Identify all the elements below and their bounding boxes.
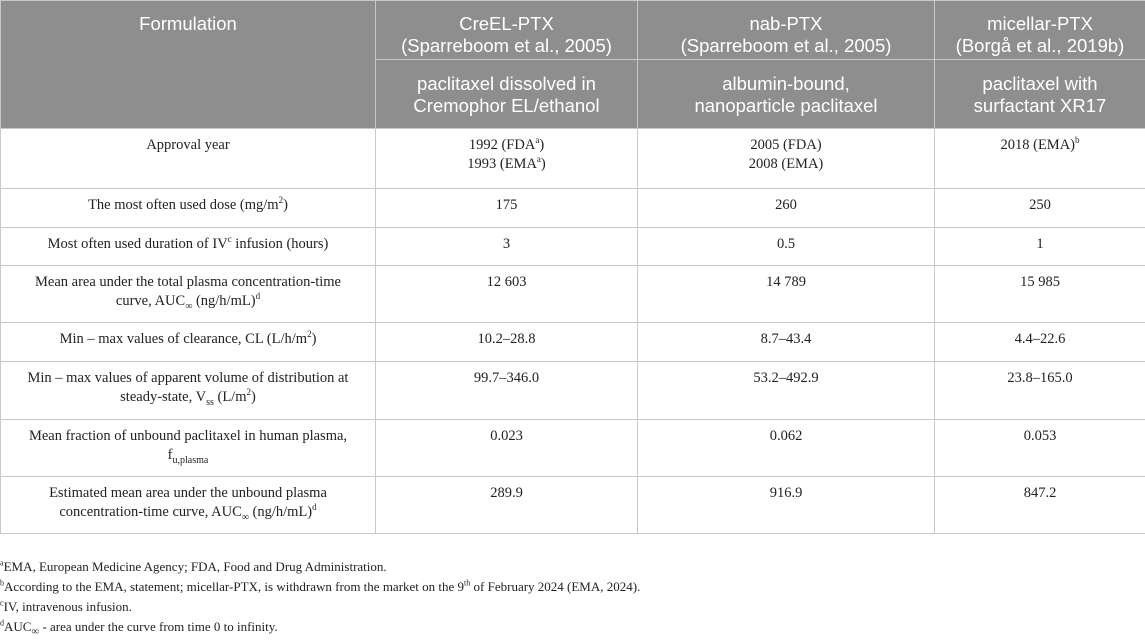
table-cell: 250 [935,189,1145,228]
table-row [1,420,1145,477]
micellar-name: micellar-PTX [987,13,1093,34]
table-row [1,189,1145,228]
infinity-subscript: ∞ [31,626,39,638]
table-cell: 1992 (FDA$^a$) 1993 (EMA$^a$) [376,129,638,189]
micellar-header [935,1,1145,60]
cell-text: 2018 (EMA) [1000,137,1075,153]
nab-ref: (Sparreboom et al., 2005) [681,35,892,56]
footnote-text-post: - area under the curve from time 0 to infinity. [39,619,278,634]
volume-units: (L/m [214,389,247,405]
creel-desc [376,60,638,129]
footnote-text: AUC [4,619,31,634]
table-row [1,362,1145,420]
dose-label: The most often used dose (mg/m [88,197,278,213]
table-cell: 3 [376,228,638,266]
footnote-a [0,557,1145,577]
table-footnotes [0,557,1145,637]
table-cell [638,129,935,189]
footnote-b [0,577,1145,597]
table-cell: 175 [376,189,638,228]
micellar-desc-1: paclitaxel with [982,73,1097,94]
nab-desc [638,60,935,129]
footnote-c [0,597,1145,617]
footnote-mark: b [1075,135,1080,145]
table-cell: 0.062 [638,420,935,477]
table-cell: 12 603 [376,266,638,323]
table-cell: 1 [935,228,1145,266]
volume-label-1: Min – max values of apparent volume of distribution at [28,370,349,386]
footnote-mark: c [228,234,232,244]
footnote-mark: d [256,291,261,301]
auc-unbound-units: (ng/h/mL) [249,504,312,520]
footnote-text-post: of February 2024 (EMA, 2024). [470,579,640,594]
subscript: u,plasma [173,455,209,466]
table-cell: 10.2–28.8 [376,323,638,362]
row-label [1,266,376,323]
footnote-mark: d [312,502,317,512]
row-label [1,420,376,477]
cell-text: 1993 (EMA [467,156,537,172]
footnote-mark: c [0,599,4,608]
row-label: The most often used dose $(mg/m^2)$ [1,189,376,228]
superscript: 2 [246,387,251,397]
footnote-mark: a [537,154,541,164]
auc-unbound-label-2: concentration-time curve, AUC [59,504,241,520]
table-cell: 289.9 [376,477,638,534]
header-row [1,1,1145,60]
table-cell [935,129,1145,189]
table-row [1,129,1145,189]
footnote-text: According to the EMA, statement; micellar-PTX, is withdrawn from the market on the 9 [4,579,464,594]
row-label: Min – max values of clearance, CL $(L/h/m^2)$ [1,323,376,362]
creel-ref: (Sparreboom et al., 2005) [401,35,612,56]
nab-desc-1: albumin-bound, [722,73,850,94]
footnote-mark: a [535,135,539,145]
nab-header [638,1,935,60]
formulation-label: Formulation [139,13,237,34]
micellar-ref: (Borgå et al., 2019b) [956,35,1125,56]
row-label [1,228,376,266]
table-cell: 4.4–22.6 [935,323,1145,362]
table-cell: 99.7–346.0 [376,362,638,420]
auc-total-label-1: Mean area under the total plasma concentration-time [35,274,341,290]
nab-desc-2: nanoparticle paclitaxel [694,95,877,116]
micellar-desc [935,60,1145,129]
formulation-header [1,1,376,129]
auc-total-units: (ng/h/mL) [192,293,255,309]
auc-total-label-2: curve, AUC [116,293,185,309]
table-cell: 847.2 [935,477,1145,534]
creel-name: CreEL-PTX [459,13,554,34]
cell-text: 2005 (FDA) [750,137,821,153]
table-row [1,477,1145,534]
fraction-label-2: f [168,447,173,463]
footnote-mark: a [0,559,4,568]
superscript: 2 [279,195,284,205]
table-cell: 53.2–492.9 [638,362,935,420]
cell-text: 2008 (EMA) [749,156,824,172]
superscript: th [464,579,470,588]
superscript: 2 [307,329,312,339]
table-cell: 23.8–165.0 [935,362,1145,420]
subscript: ss [206,397,214,408]
creel-desc-2: Cremophor EL/ethanol [413,95,599,116]
table-cell: 916.9 [638,477,935,534]
table-cell: 15 985 [935,266,1145,323]
table-cell: 0.023 [376,420,638,477]
footnote-mark: d [0,619,4,628]
row-label [1,477,376,534]
approval-label: Approval year [146,137,229,153]
footnote-text: IV, intravenous infusion. [4,599,132,614]
nab-name: nab-PTX [749,13,822,34]
table-row [1,323,1145,362]
infinity-subscript: ∞ [242,512,249,523]
table-cell: 260 [638,189,935,228]
duration-label: Most often used duration of IV [48,236,228,252]
table-cell: 8.7–43.4 [638,323,935,362]
creel-desc-1: paclitaxel dissolved in [417,73,596,94]
duration-label-post: infusion (hours) [232,236,329,252]
footnote-d [0,617,1145,637]
row-label [1,129,376,189]
infinity-subscript: ∞ [185,301,192,312]
micellar-desc-2: surfactant XR17 [974,95,1107,116]
fraction-label-1: Mean fraction of unbound paclitaxel in human plasma, [29,428,347,444]
table-cell: 0.053 [935,420,1145,477]
creel-header [376,1,638,60]
row-label: Min – max values of apparent volume of distribution at steady-state, $V_{ss}$ $(L/m^2)$ [1,362,376,420]
table-row [1,228,1145,266]
footnote-mark: b [0,579,4,588]
volume-label-2: steady-state, V [120,389,206,405]
table-cell: 0.5 [638,228,935,266]
table-cell: 14 789 [638,266,935,323]
clearance-label: Min – max values of clearance, CL (L/h/m [60,331,308,347]
footnote-text: EMA, European Medicine Agency; FDA, Food and Drug Administration. [4,559,387,574]
auc-unbound-label-1: Estimated mean area under the unbound plasma [49,485,327,501]
table-row [1,266,1145,323]
cell-text: 1992 (FDA [469,137,535,153]
